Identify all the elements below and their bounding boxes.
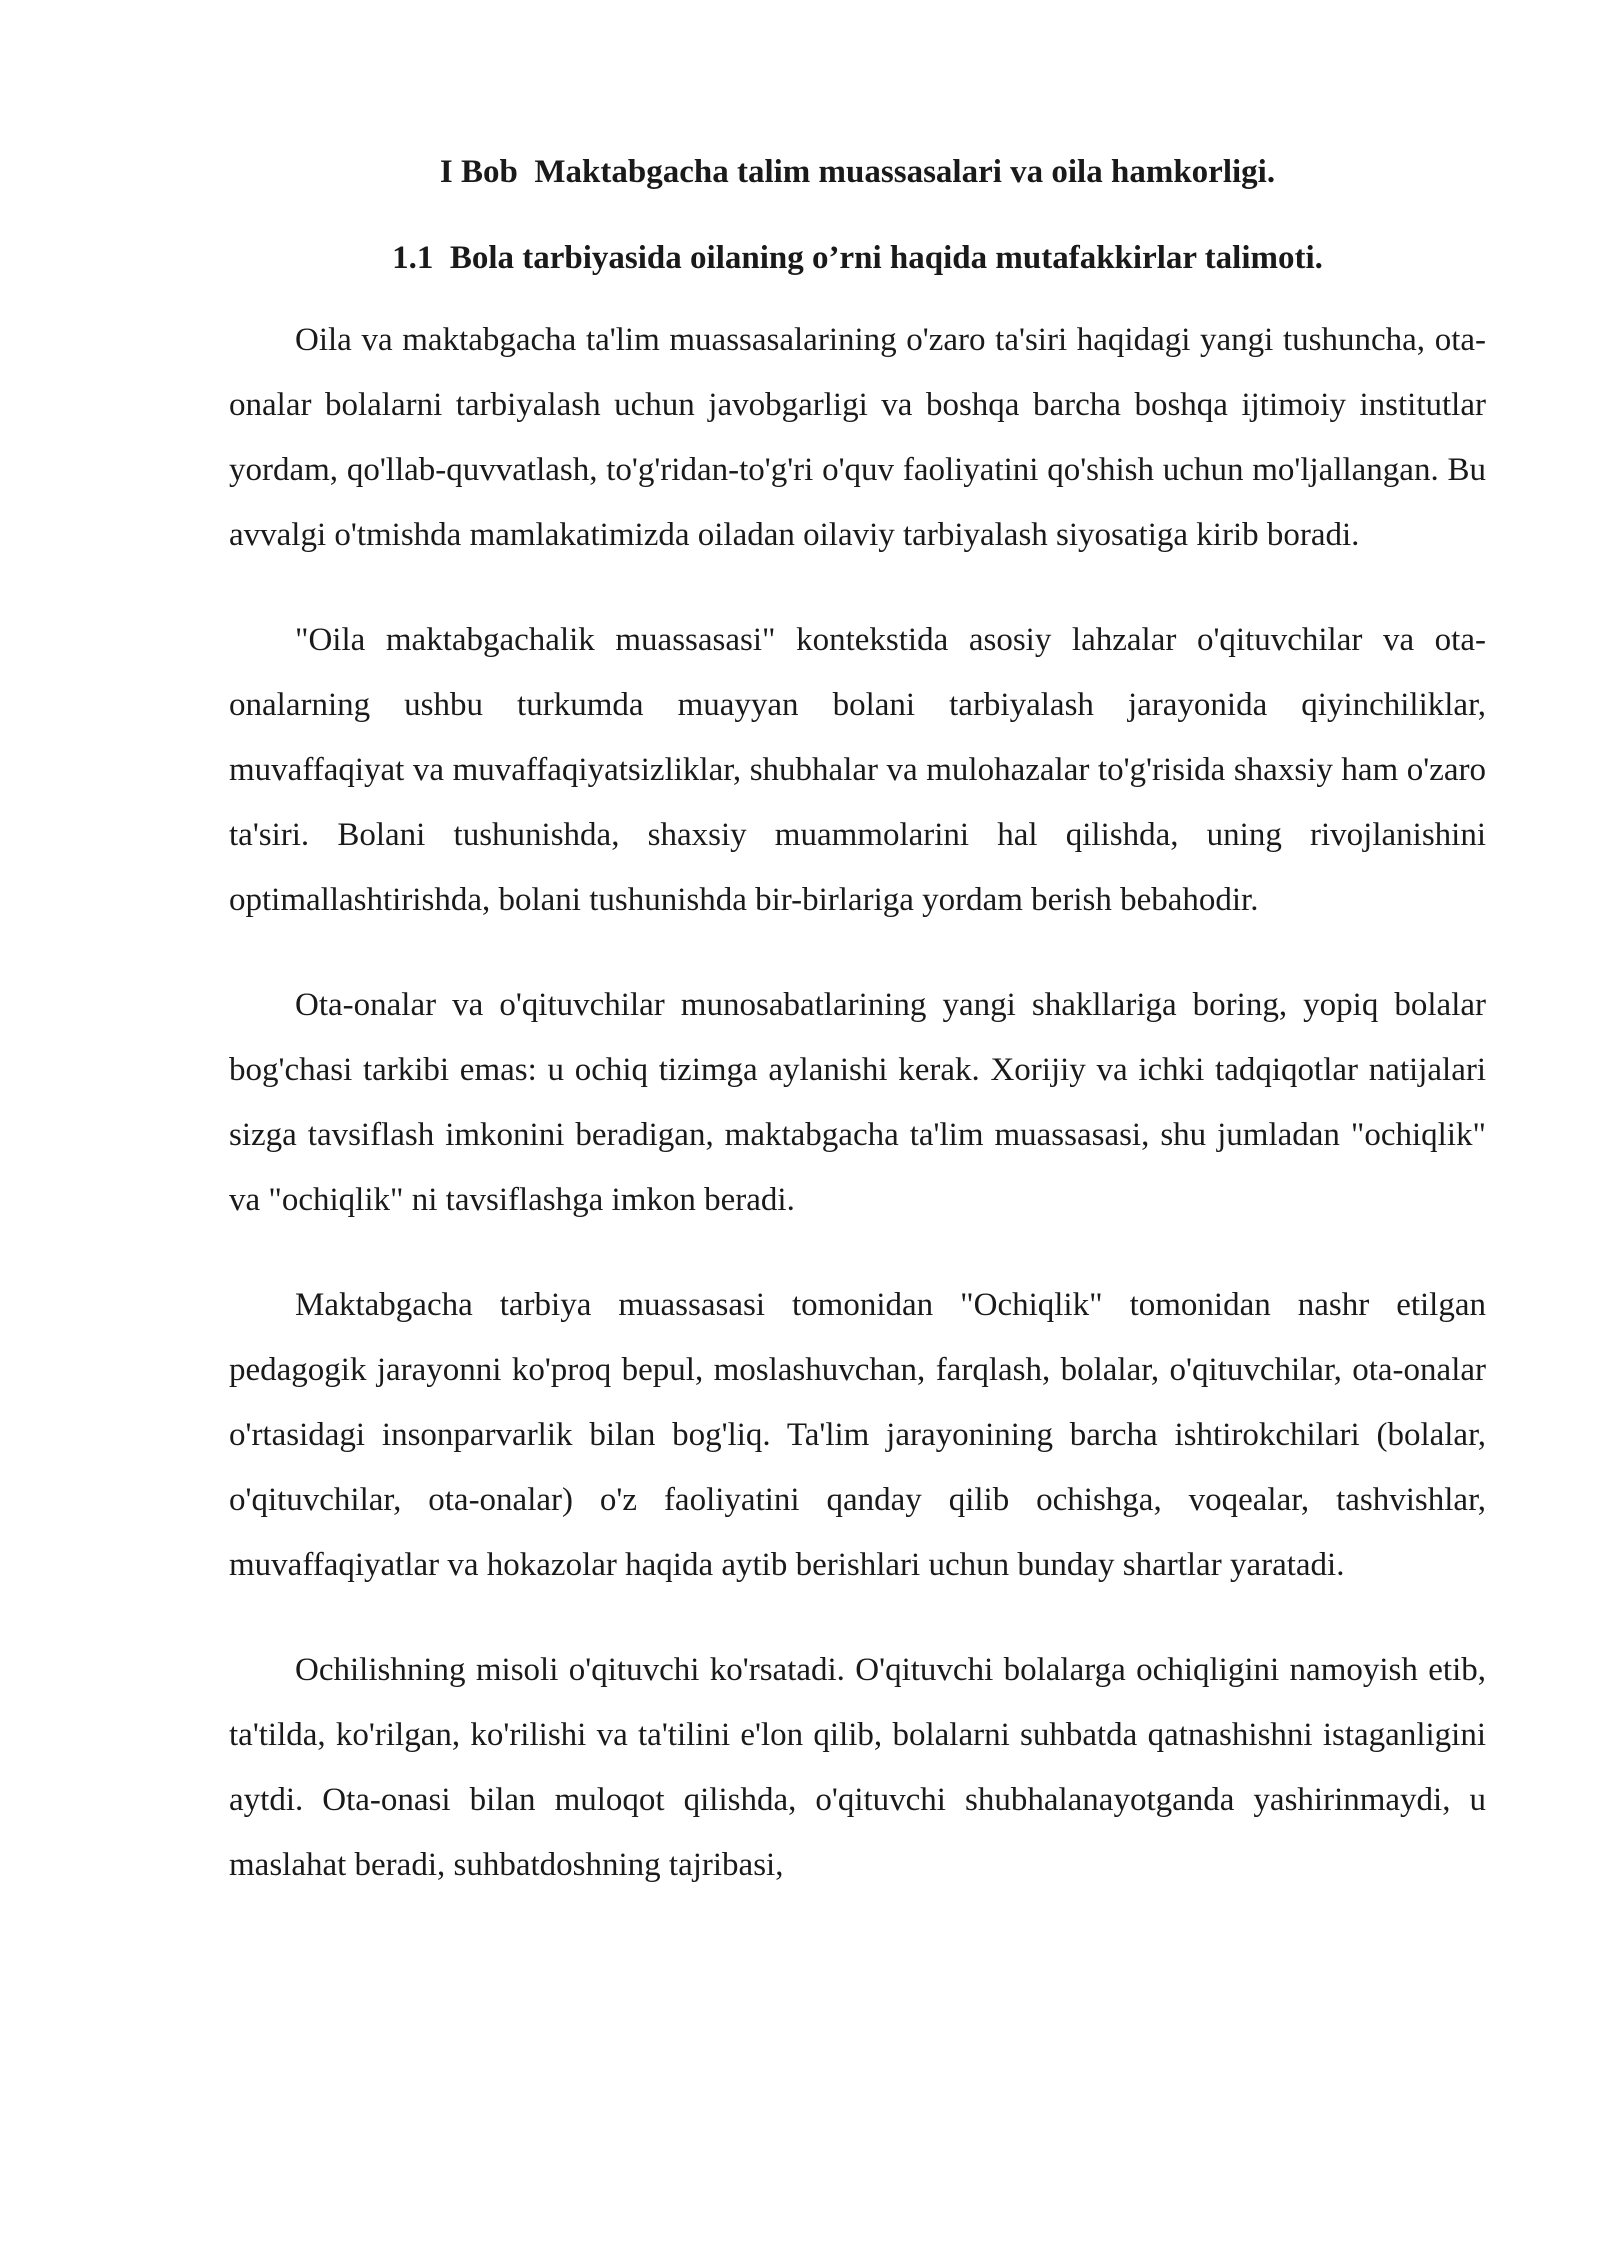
paragraph-4: Maktabgacha tarbiya muassasasi tomonidan "Ochiqlik" tomonidan nashr etilgan pedagogik jarayonni ko'proq bepul, moslashuvchan, farqlash, bolalar, o'qituvchilar, ota-onalar o'rtasidagi insonparvarlik bilan bog'liq. Ta'lim jarayonining barcha ishtirokchilari (bolalar, o'qituvchilar, ota-onalar) o'z faoliyatini qanday qilib ochishga, voqealar, tashvishlar, muvaffaqiyatlar va hokazolar haqida aytib berishlari uchun bunday shartlar yaratadi. xyxy=(229,1287,1486,1583)
paragraph-1: Oila va maktabgacha ta'lim muassasalarining o'zaro ta'siri haqidagi yangi tushuncha, ota-onalar bolalarni tarbiyalash uchun javobgarligi va boshqa barcha boshqa ijtimoiy institutlar yordam, qo'llab-quvvatlash, to'g'ridan-to'g'ri o'quv faoliyatini qo'shish uchun mo'ljallangan. Bu avvalgi o'tmishda mamlakatimizda oiladan oilaviy tarbiyalash siyosatiga kirib boradi. xyxy=(229,322,1486,553)
chapter-title: I Bob Maktabgacha talim muassasalari va oila hamkorligi. xyxy=(439,154,1276,190)
paragraph-5: Ochilishning misoli o'qituvchi ko'rsatadi. O'qituvchi bolalarga ochiqligini namoyish etib, ta'tilda, ko'rilgan, ko'rilishi va ta'tilini e'lon qilib, bolalarni suhbatda qatnashishni istaganligini aytdi. Ota-onasi bilan muloqot qilishda, o'qituvchi shubhalanayotganda yashirinmaydi, u maslahat beradi, suhbatdoshning tajribasi, xyxy=(229,1652,1486,1883)
section-title: 1.1 Bola tarbiyasida oilaning o’rni haqida mutafakkirlar talimoti. xyxy=(392,240,1323,276)
page-content xyxy=(229,150,1486,1938)
paragraph-2: "Oila maktabgachalik muassasasi" kontekstida asosiy lahzalar o'qituvchilar va ota-onalarning ushbu turkumda muayyan bolani tarbiyalash jarayonida qiyinchiliklar, muvaffaqiyat va muvaffaqiyatsizliklar, shubhalar va mulohazalar to'g'risida shaxsiy ham o'zaro ta'siri. Bolani tushunishda, shaxsiy muammolarini hal qilishda, uning rivojlanishini optimallashtirishda, bolani tushunishda bir-birlariga yordam berish bebahodir. xyxy=(229,622,1486,918)
paragraph-3: Ota-onalar va o'qituvchilar munosabatlarining yangi shakllariga boring, yopiq bolalar bog'chasi tarkibi emas: u ochiq tizimga aylanishi kerak. Xorijiy va ichki tadqiqotlar natijalari sizga tavsiflash imkonini beradigan, maktabgacha ta'lim muassasasi, shu jumladan "ochiqlik" va "ochiqlik" ni tavsiflashga imkon beradi. xyxy=(229,987,1486,1218)
